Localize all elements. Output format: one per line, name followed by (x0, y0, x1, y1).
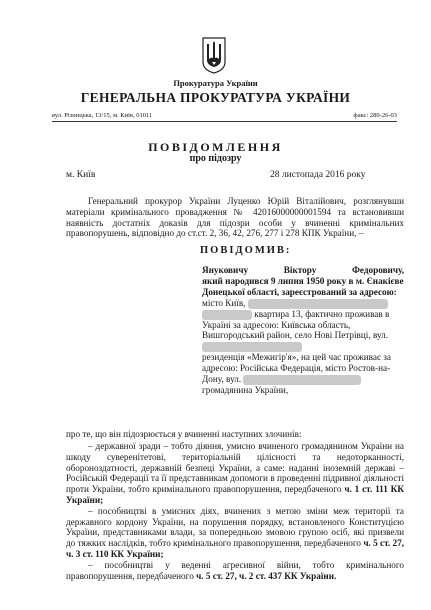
document-place: м. Київ (66, 170, 96, 180)
document-subtitle: про підозру (189, 153, 242, 164)
coat-of-arms-icon (201, 36, 227, 74)
document-title: ПОВІДОМЛЕННЯ (148, 140, 283, 154)
intro-paragraph: Генеральний прокурор України Луценко Юрій Віталійович, розглянувши матеріали кримінального провадження № 42016000000001594 та встановивши наявність достатніх доказів для підозри особи у вчиненні кримінальних правопорушень, відповідно до ст.ст. 2, 36, 42, 276, 277 і 278 КПК України, – (66, 196, 404, 239)
redaction-block (243, 375, 361, 385)
document-date: 28 листопада 2016 року (270, 170, 366, 180)
suspect-patronymic: Федоровичу, (352, 265, 404, 275)
notify-heading: ПОВІДОМИВ: (200, 245, 292, 256)
suspect-current-address: резиденція «Межигір'я», на цей час проживає за адресою: Російська Федерація, місто Ростов-на-Дону, вул. (202, 352, 391, 385)
office-address: вул. Різницька, 13/15, м. Київ, 01011 (52, 112, 153, 119)
crimes-list (66, 441, 404, 581)
office-fax: факс: 280-26-03 (353, 112, 397, 119)
suspect-city: місто Київ, (202, 297, 246, 308)
header-divider (52, 121, 397, 122)
suspect-birth: який народився 9 липня 1950 року в м. Єнакієве Донецької області, зареєстрований за адресою: (202, 275, 404, 297)
crime-article: ч. 5 ст. 27, ч. 3 ст. 110 КК України; (66, 538, 405, 559)
suspect-residence: квартира 13, фактично проживав в Україні за адресою: Київська область, Вишгородський район, село Нові Петрівці, вул. (202, 308, 390, 341)
office-name-small: Прокуратура України (173, 78, 258, 88)
suspect-first-name: Віктору (283, 265, 317, 275)
crime-article: ч. 5 ст. 27, ч. 2 ст. 437 КК України. (196, 570, 337, 581)
office-name-heading: ГЕНЕРАЛЬНА ПРОКУРАТУРА УКРАЇНИ (80, 90, 351, 105)
suspicion-intro: про те, що він підозрюється у вчиненні наступних злочинів: (66, 429, 302, 439)
redaction-block (202, 310, 252, 320)
suspect-citizenship: громадянина України, (202, 384, 289, 395)
crime-article: ч. 1 ст. 111 КК України; (66, 484, 405, 505)
crime-item: – пособництві у веденні агресивної війни, тобто кримінального правопорушення, передбаченого ч. 5 ст. 27, ч. 2 ст. 437 КК України. (66, 559, 404, 581)
suspect-surname: Януковичу (202, 265, 249, 275)
suspect-name (202, 265, 404, 276)
redaction-block (248, 299, 388, 309)
redaction-block (202, 342, 302, 352)
suspect-block (202, 265, 404, 396)
crime-item: – пособництві в умисних діях, вчинених з метою зміни меж території та державного кордону України, на порушення порядку, встановленого Конституцією України, представниками влади, за попередньою змовою групою осіб, які призвели до тяжких наслідків, тобто кримінального правопорушення, передбаченого ч. 5 ст. 27, ч. 3 ст. 110 КК України; (66, 505, 405, 559)
crime-item: – державної зради – тобто діяння, умисно вчиненого громадянином України на шкоду суверенітетові, територіальній цілісності та недоторканності, обороноздатності, державній безпеці України, а саме: наданні іноземній державі – Російській Федерації та її представникам допомоги в проведенні підривної діяльності проти України, тобто кримінального правопорушення, передбаченого ч. 1 ст. 111 КК України; (66, 441, 405, 505)
